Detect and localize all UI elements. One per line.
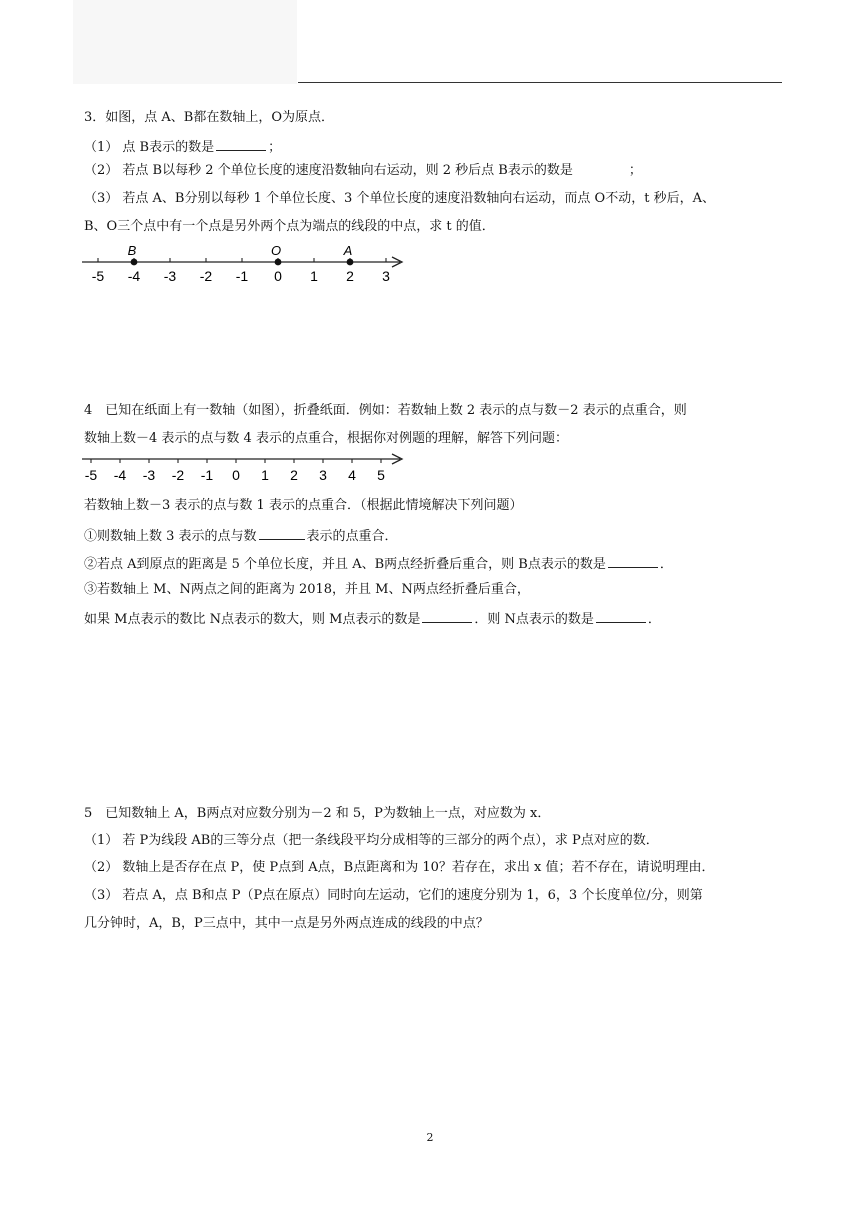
tick-label: -5: [84, 467, 98, 483]
point-marker: [275, 259, 282, 266]
answer-blank[interactable]: [608, 553, 658, 568]
answer-blank[interactable]: [422, 608, 472, 623]
q3-part2-end: ；: [628, 163, 642, 178]
q4-item3-text: 如果 M点表示的数比 N点表示的数大，则 M点表示的数是: [84, 612, 421, 627]
tick-label: 1: [261, 467, 269, 483]
q3-part1-end: ；: [268, 140, 282, 155]
tick-label: -1: [235, 268, 249, 284]
tick-label: 0: [274, 268, 282, 284]
q4-line1: 4 已知在纸面上有一数轴（如图），折叠纸面．例如：若数轴上数 2 表示的点与数－2 表示的点重合，则: [84, 403, 687, 418]
tick-label: 1: [310, 268, 318, 284]
q5-part3-line1: （3） 若点 A，点 B和点 P（P点在原点）同时向左运动，它们的速度分别为 1，6，3 个长度单位/分，则第: [84, 888, 703, 903]
q3-part2: [84, 162, 642, 180]
q4-line2: 数轴上数－4 表示的点与数 4 表示的点重合，根据你对例题的理解，解答下列问题：: [84, 431, 568, 446]
answer-blank[interactable]: [259, 525, 305, 540]
scan-shade: [73, 0, 297, 84]
tick-label: -1: [200, 467, 214, 483]
tick-label: -4: [113, 467, 127, 483]
q3-part3-line2: B、O三个点中有一个点是另外两个点为端点的线段的中点，求 t 的值．: [84, 219, 495, 234]
tick-label: 3: [382, 268, 390, 284]
q3-part1: [84, 136, 281, 157]
q4-item1-end: 表示的点重合．: [306, 529, 398, 544]
q5-part3-line2: 几分钟时，A，B，P三点中，其中一点是另外两点连成的线段的中点？: [84, 916, 489, 931]
tick-label: -2: [171, 467, 185, 483]
q4-item3-mid: ．则 N点表示的数是: [474, 612, 594, 627]
q4-item3-cont: [84, 608, 661, 629]
q5-line1: 5 已知数轴上 A，B两点对应数分别为－2 和 5，P为数轴上一点，对应数为 x．: [84, 806, 551, 821]
tick-label: 4: [348, 467, 356, 483]
tick-label: 5: [377, 467, 385, 483]
tick-label: -3: [163, 268, 177, 284]
point-marker: [131, 259, 138, 266]
tick-label: -2: [199, 268, 213, 284]
point-marker: [347, 259, 354, 266]
tick-label: -3: [142, 467, 156, 483]
q3-number-line: [78, 238, 418, 284]
q5-part1: （1） 若 P为线段 AB的三等分点（把一条线段平均分成相等的三部分的两个点），求 P点对应的数．: [84, 833, 659, 848]
q4-item1-text: ①则数轴上数 3 表示的点与数: [84, 529, 257, 544]
q4-item1: [84, 525, 398, 546]
tick-label: 3: [319, 467, 327, 483]
point-label: O: [270, 243, 282, 258]
point-label: B: [127, 243, 137, 258]
q3-part1-text: （1） 点 B表示的数是: [84, 140, 215, 155]
q4-item3-end: ．: [647, 612, 661, 627]
page-number: 2: [426, 1131, 434, 1144]
q4-item3: ③若数轴上 M、N两点之间的距离为 2018，并且 M、N两点经折叠后重合，: [84, 582, 530, 597]
tick-label: 0: [232, 467, 240, 483]
q4-item2: [84, 553, 673, 574]
q3-part2-text: （2） 若点 B以每秒 2 个单位长度的速度沿数轴向右运动，则 2 秒后点 B表示的数是: [84, 163, 573, 178]
q5-part2: （2） 数轴上是否存在点 P，使 P点到 A点，B点距离和为 10？若存在，求出 x 值；若不存在，请说明理由．: [84, 860, 715, 875]
q4-condition: 若数轴上数－3 表示的点与数 1 表示的点重合．（根据此情境解决下列问题）: [84, 498, 523, 513]
header-rule: [298, 82, 782, 83]
q3-title: 3．如图，点 A、B都在数轴上，O为原点．: [84, 110, 335, 125]
q4-item2-text: ②若点 A到原点的距离是 5 个单位长度，并且 A、B两点经折叠后重合，则 B点表示的数是: [84, 557, 606, 572]
tick-label: -4: [127, 268, 141, 284]
answer-blank[interactable]: [596, 608, 646, 623]
point-label: A: [343, 243, 353, 258]
tick-label: -5: [91, 268, 105, 284]
tick-label: 2: [346, 268, 354, 284]
answer-blank[interactable]: [216, 136, 266, 151]
tick-label: 2: [290, 467, 298, 483]
q3-part3-line1: （3） 若点 A、B分别以每秒 1 个单位长度、3 个单位长度的速度沿数轴向右运动，而点 O不动，t 秒后，A、: [84, 191, 715, 206]
q4-item2-end: ．: [659, 557, 673, 572]
q4-number-line: [78, 452, 408, 488]
